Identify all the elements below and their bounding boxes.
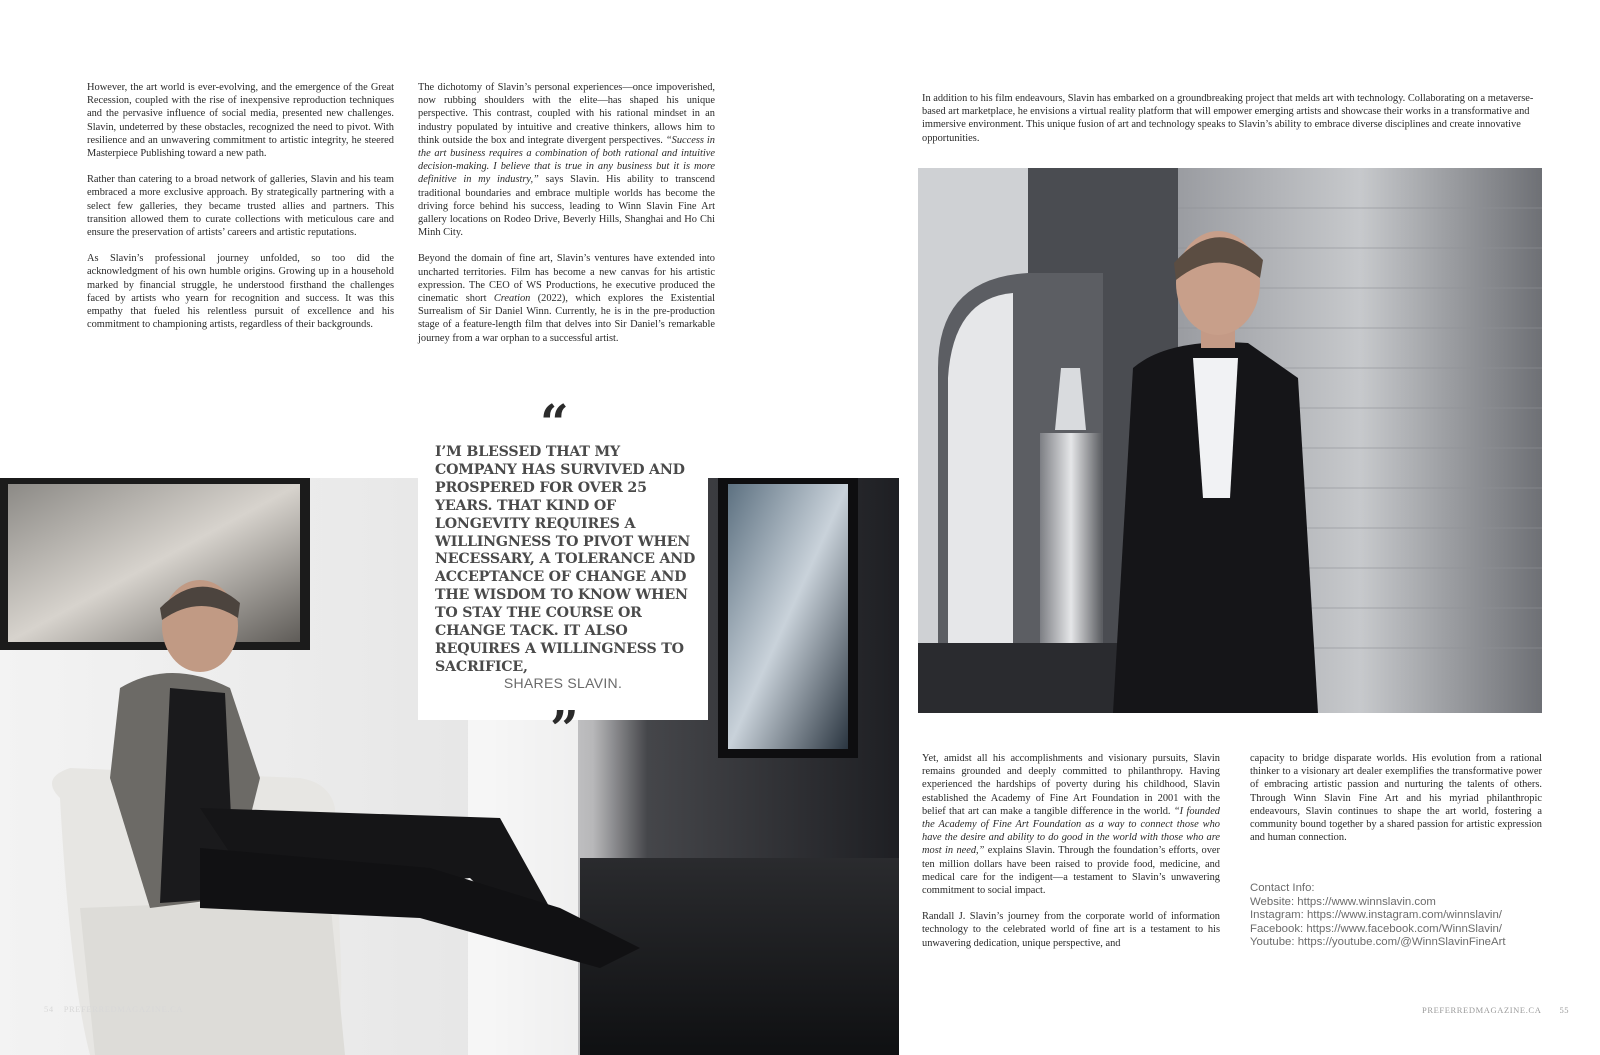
inline-quote: “Success in the art business requires a combination of both rational and intuitive decision-making. I believe that is true in any business but it is more definitive in my industry,” bbox=[418, 134, 715, 186]
contact-youtube-link[interactable]: Youtube: https://youtube.com/@WinnSlavinFineArt bbox=[1250, 936, 1506, 949]
article-column-4 bbox=[1250, 752, 1542, 844]
close-quote-mark: ” bbox=[550, 699, 579, 758]
film-title: Creation bbox=[493, 293, 531, 305]
paragraph: Yet, amidst all his accomplishments and visionary pursuits, Slavin remains grounded and deeply committed to philanthropy. Having experienced the hardships of poverty during his childhood, Slavin established the Academy of Fine Art Foundation in 2001 with the belief that art can make a tangible difference in the world. “I founded the Academy of Fine Art Foundation as a way to connect those who have the desire and ability to do good in the world with those who are most in need,” explains Slavin. Through the foundation’s efforts, over ten million dollars have been raised to provide food, medicine, and medical care for the indigent—a testament to Slavin’s unwavering commitment to social impact. bbox=[922, 753, 1220, 897]
paragraph: Rather than catering to a broad network of galleries, Slavin and his team embraced a more exclusive approach. By strategically partnering with a select few galleries, they became trusted allies and partners. This transition allowed them to curate collections with meticulous care and ensure the preservation of artists’ careers and artistic reputations. bbox=[87, 174, 394, 239]
contact-info bbox=[1250, 882, 1506, 950]
article-column-2 bbox=[418, 81, 715, 345]
portrait-photo-standing bbox=[918, 168, 1542, 713]
contact-instagram-link[interactable]: Instagram: https://www.instagram.com/winnslavin/ bbox=[1250, 909, 1502, 922]
paragraph: The dichotomy of Slavin’s personal experiences—once impoverished, now rubbing shoulders with the elite—has shaped his unique perspective. This contrast, coupled with his rational mindset in an industry populated by intuitive and creative thinkers, allows him to think outside the box and integrate divergent perspectives. “Success in the art business requires a combination of both rational and intuitive decision-making. I believe that is true in any business but it is more definitive in my industry,” says Slavin. His ability to transcend traditional boundaries and embrace multiple worlds has become the driving force behind his success, leading to Winn Slavin Fine Art gallery locations on Rodeo Drive, Beverly Hills, Shanghai and Ho Chi Minh City. bbox=[418, 82, 716, 239]
inline-quote: “I founded the Academy of Fine Art Foundation as a way to connect those who have the desire and ability to do good in the world with those who are most in need,” bbox=[922, 805, 1220, 857]
page-number: 55 bbox=[1559, 1005, 1570, 1015]
right-page-folio bbox=[1422, 1005, 1569, 1015]
pull-quote-text: I’M BLESSED THAT MY COMPANY HAS SURVIVED AND PROSPERED FOR OVER 25 YEARS. THAT KIND OF LONGEVITY REQUIRES A WILLINGNESS TO PIVOT WHEN NECESSARY, A TOLERANCE AND ACCEPTANCE OF CHANGE AND THE WISDOM TO KNOW WHEN TO STAY THE COURSE OR CHANGE TACK. IT ALSO REQUIRES A WILLINGNESS TO SACRIFICE, bbox=[435, 444, 696, 675]
paragraph: However, the art world is ever-evolving, and the emergence of the Great Recession, coupled with the rise of inexpensive reproduction techniques and the pervasive influence of social media, presented new challenges. Slavin, undeterred by these obstacles, recognized the need to pivot. With resilience and an unwavering commitment to artistic integrity, he steered Masterpiece Publishing toward a new path. bbox=[87, 82, 394, 160]
contact-website-link[interactable]: Website: https://www.winnslavin.com bbox=[1250, 895, 1436, 908]
open-quote-mark: “ bbox=[540, 393, 569, 452]
paragraph: As Slavin’s professional journey unfolded, so too did the acknowledgment of his own humble origins. Growing up in a household marked by financial struggle, he understood firsthand the challenges faced by artists who yearn for recognition and success. It was this empathy that fueled his relentless pursuit of excellence and his commitment to championing artists, regardless of their backgrounds. bbox=[87, 253, 394, 331]
folio-site: PREFERREDMAGAZINE.CA bbox=[63, 1004, 184, 1014]
paragraph: In addition to his film endeavours, Slavin has embarked on a groundbreaking project that melds art with technology. Collaborating on a metaverse-based art marketplace, he envisions a virtual reality platform that will empower emerging artists and showcase their works in a transformative and immersive environment. This unique fusion of art and technology speaks to Slavin’s ability to embrace diverse disciplines and create innovative opportunities. bbox=[922, 93, 1534, 144]
paragraph: Beyond the domain of fine art, Slavin’s ventures have extended into uncharted territories. Film has become a new canvas for his artistic expression. The CEO of WS Productions, he executive produced the cinematic short Creation (2022), which explores the Existential Surrealism of Sir Daniel Winn. Currently, he is in the pre-production stage of a feature-length film that delves into Sir Daniel’s remarkable journey from a war orphan to a successful artist. bbox=[418, 253, 715, 344]
paragraph: Randall J. Slavin’s journey from the corporate world of information technology to the celebrated world of fine art is a testament to his unwavering dedication, unique perspective, and bbox=[922, 911, 1220, 949]
page-number: 54 bbox=[44, 1004, 54, 1014]
folio-site: PREFERREDMAGAZINE.CA bbox=[1422, 1005, 1542, 1015]
pull-quote-attribution: SHARES SLAVIN. bbox=[503, 675, 623, 691]
paragraph: capacity to bridge disparate worlds. His evolution from a rational thinker to a visionary art dealer exemplifies the transformative power of embracing artistic passion and nurturing the talents of others. Through Winn Slavin Fine Art and his myriad philanthropic endeavours, Slavin continues to shape the art world, fostering a community bound together by a shared passion for artistic expression and human connection. bbox=[1250, 753, 1542, 844]
article-column-3 bbox=[922, 752, 1220, 950]
contact-heading: Contact Info: bbox=[1250, 882, 1315, 894]
standing-portrait-illustration bbox=[918, 168, 1542, 713]
right-page-intro bbox=[922, 92, 1542, 145]
left-page-folio bbox=[44, 1004, 183, 1014]
article-column-1 bbox=[87, 81, 394, 331]
contact-facebook-link[interactable]: Facebook: https://www.facebook.com/WinnSlavin/ bbox=[1250, 922, 1502, 935]
